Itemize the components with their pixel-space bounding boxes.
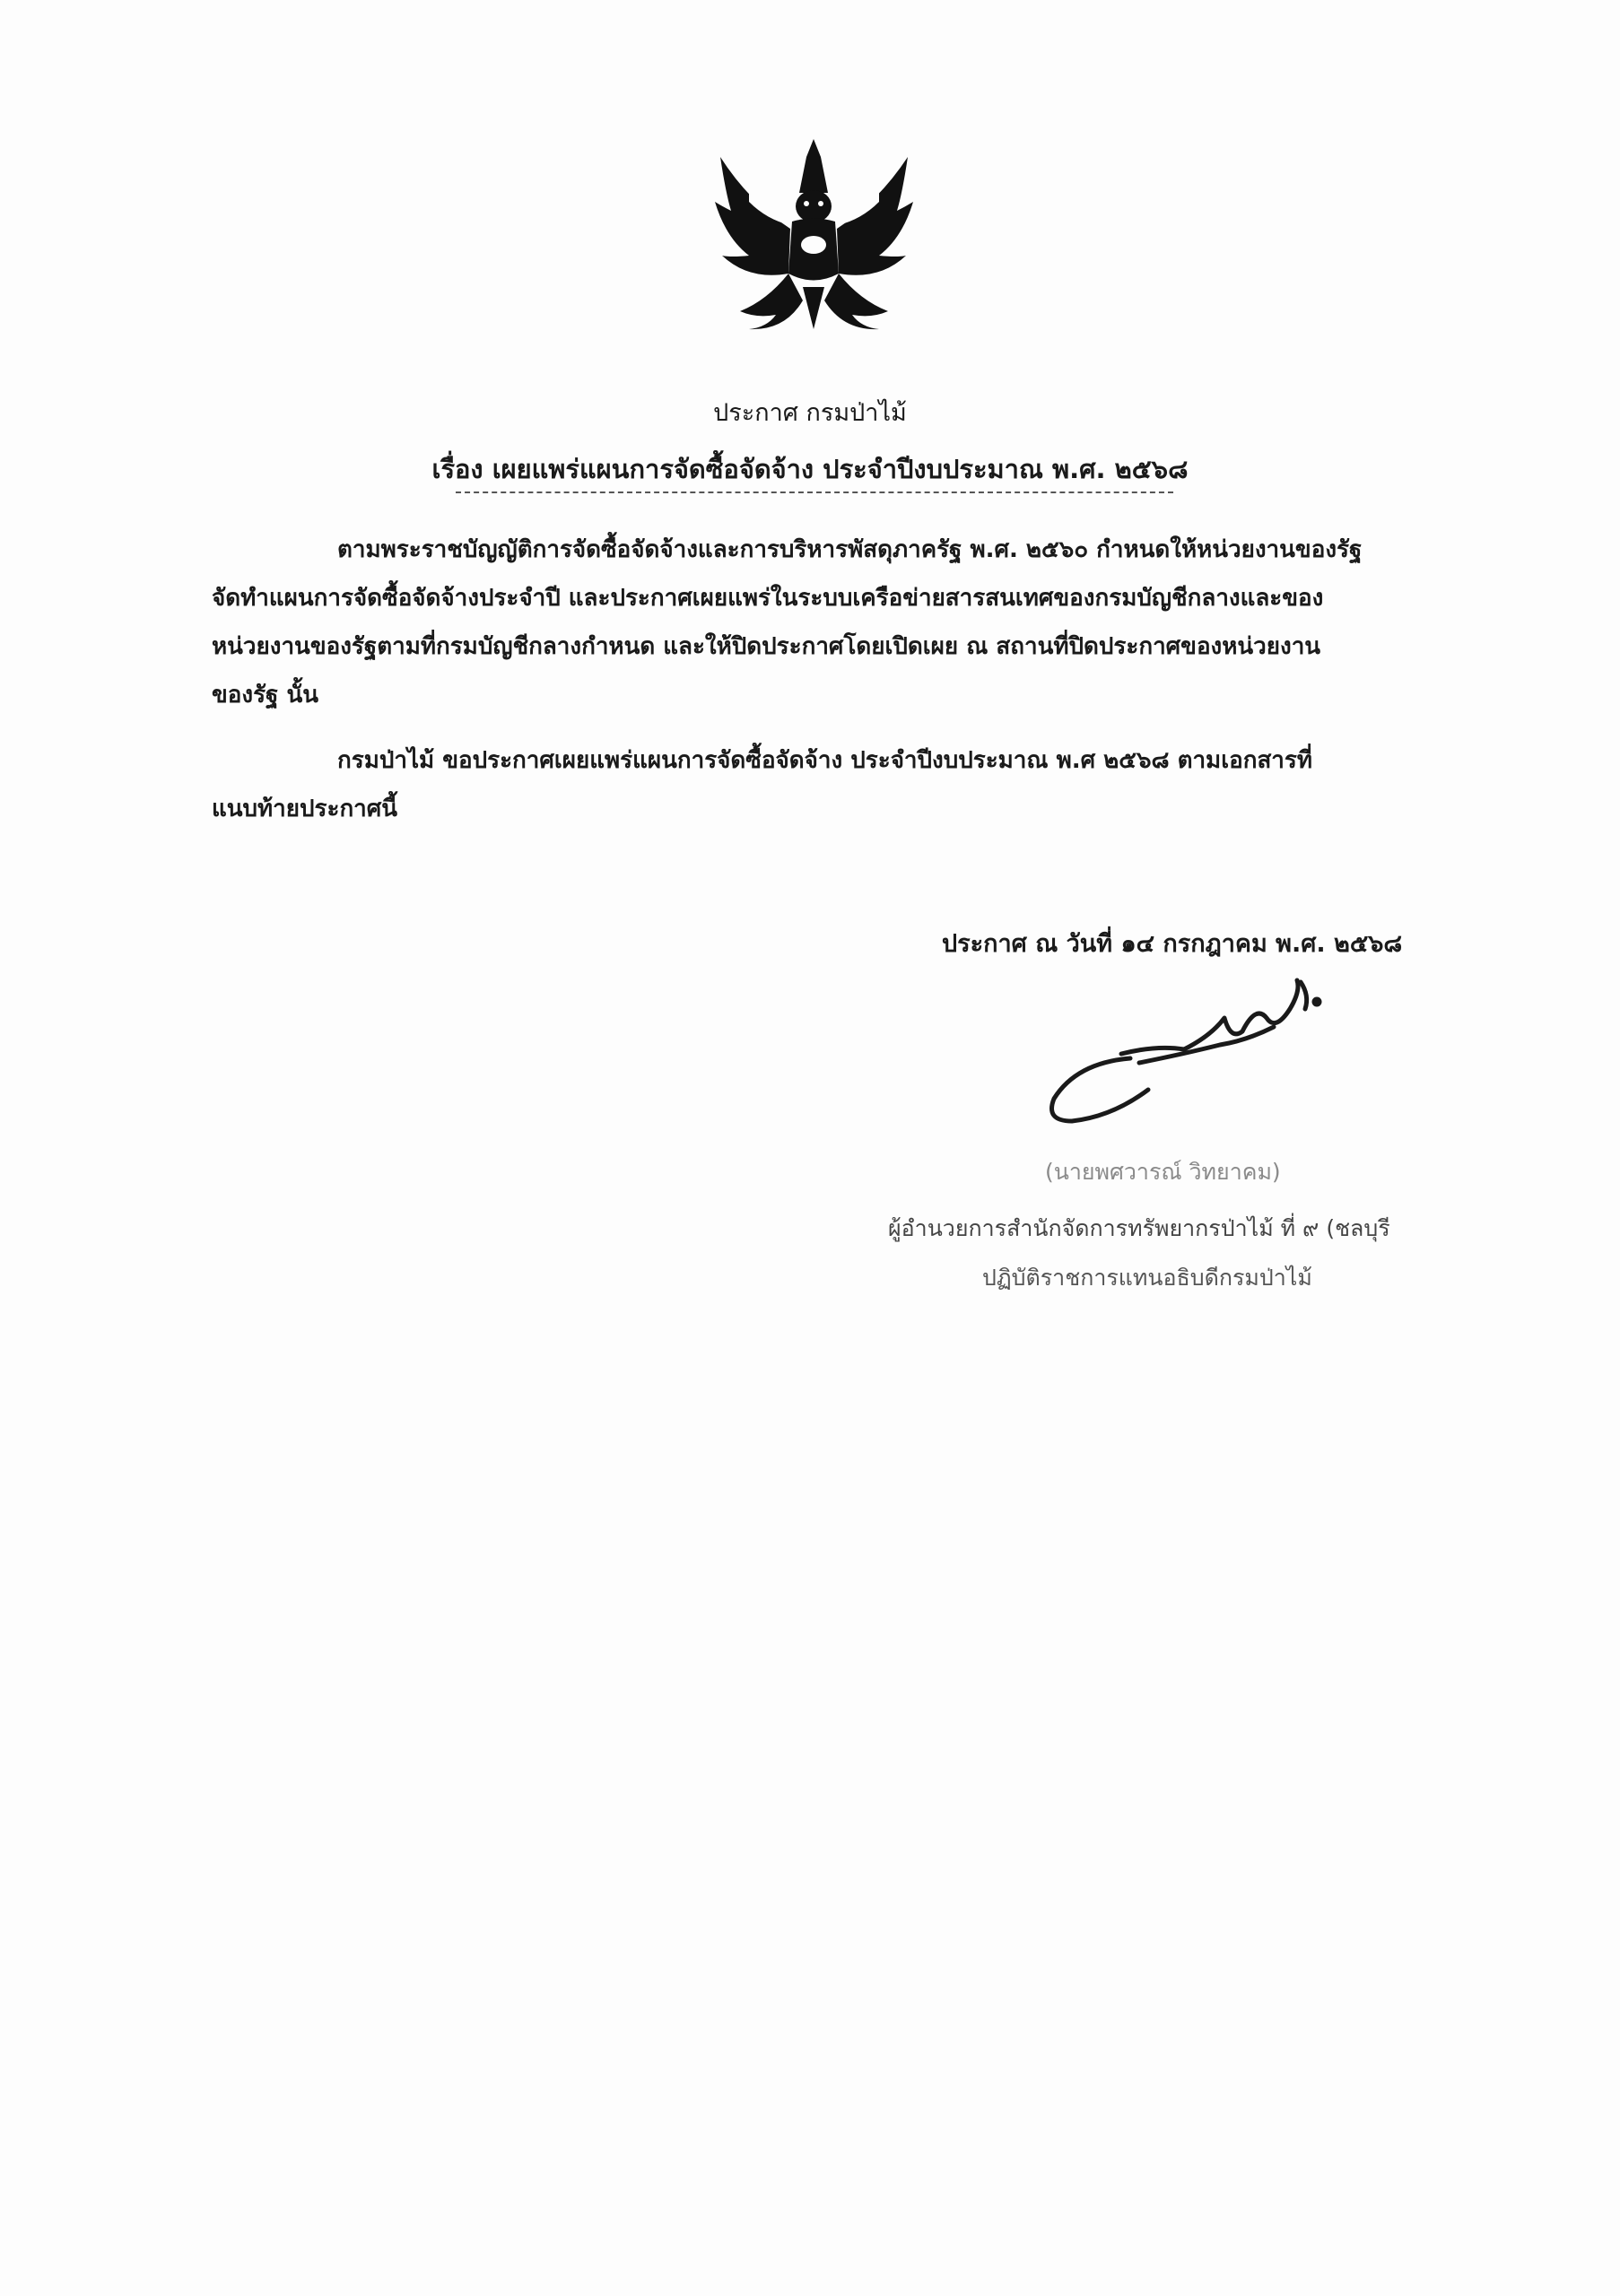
paragraph-1-line-2: จัดทำแผนการจัดซื้อจัดจ้างประจำปี และประกาศเผยแพร่ในระบบเครือข่ายสารสนเทศของกรมบัญชีกลางและของ — [212, 585, 1324, 612]
announcement-date: ประกาศ ณ วันที่ ๑๔ กรกฎาคม พ.ศ. ๒๕๖๘ — [942, 930, 1403, 958]
paragraph-2-line-1: กรมป่าไม้ ขอประกาศเผยแพร่แผนการจัดซื้อจัดจ้าง ประจำปีงบประมาณ พ.ศ ๒๕๖๘ ตามเอกสารที่ — [337, 747, 1313, 774]
announcement-subject: เรื่อง เผยแพร่แผนการจัดซื้อจัดจ้าง ประจำปีงบประมาณ พ.ศ. ๒๕๖๘ — [431, 454, 1189, 484]
paragraph-2-line-2: แนบท้ายประกาศนี้ — [212, 796, 398, 822]
announcement-title: ประกาศ กรมป่าไม้ — [713, 399, 907, 427]
paragraph-1-line-1: ตามพระราชบัญญัติการจัดซื้อจัดจ้างและการบริหารพัสดุภาครัฐ พ.ศ. ๒๕๖๐ กำหนดให้หน่วยงานของรัฐ — [337, 536, 1363, 563]
dashed-divider — [456, 491, 1173, 493]
paragraph-1-line-4: ของรัฐ นั้น — [212, 682, 318, 709]
signer-name: (นายพศวารณ์ วิทยาคม) — [1045, 1159, 1281, 1185]
handwritten-signature — [1032, 955, 1372, 1135]
garuda-emblem-icon — [713, 139, 915, 332]
paragraph-1-line-3: หน่วยงานของรัฐตามที่กรมบัญชีกลางกำหนด และให้ปิดประกาศโดยเปิดเผย ณ สถานที่ปิดประกาศของหน่วยงาน — [212, 633, 1321, 660]
signer-acting-role: ปฏิบัติราชการแทนอธิบดีกรมป่าไม้ — [982, 1265, 1312, 1291]
signer-position: ผู้อำนวยการสำนักจัดการทรัพยากรป่าไม้ ที่ ๙ (ชลบุรี — [888, 1215, 1390, 1241]
